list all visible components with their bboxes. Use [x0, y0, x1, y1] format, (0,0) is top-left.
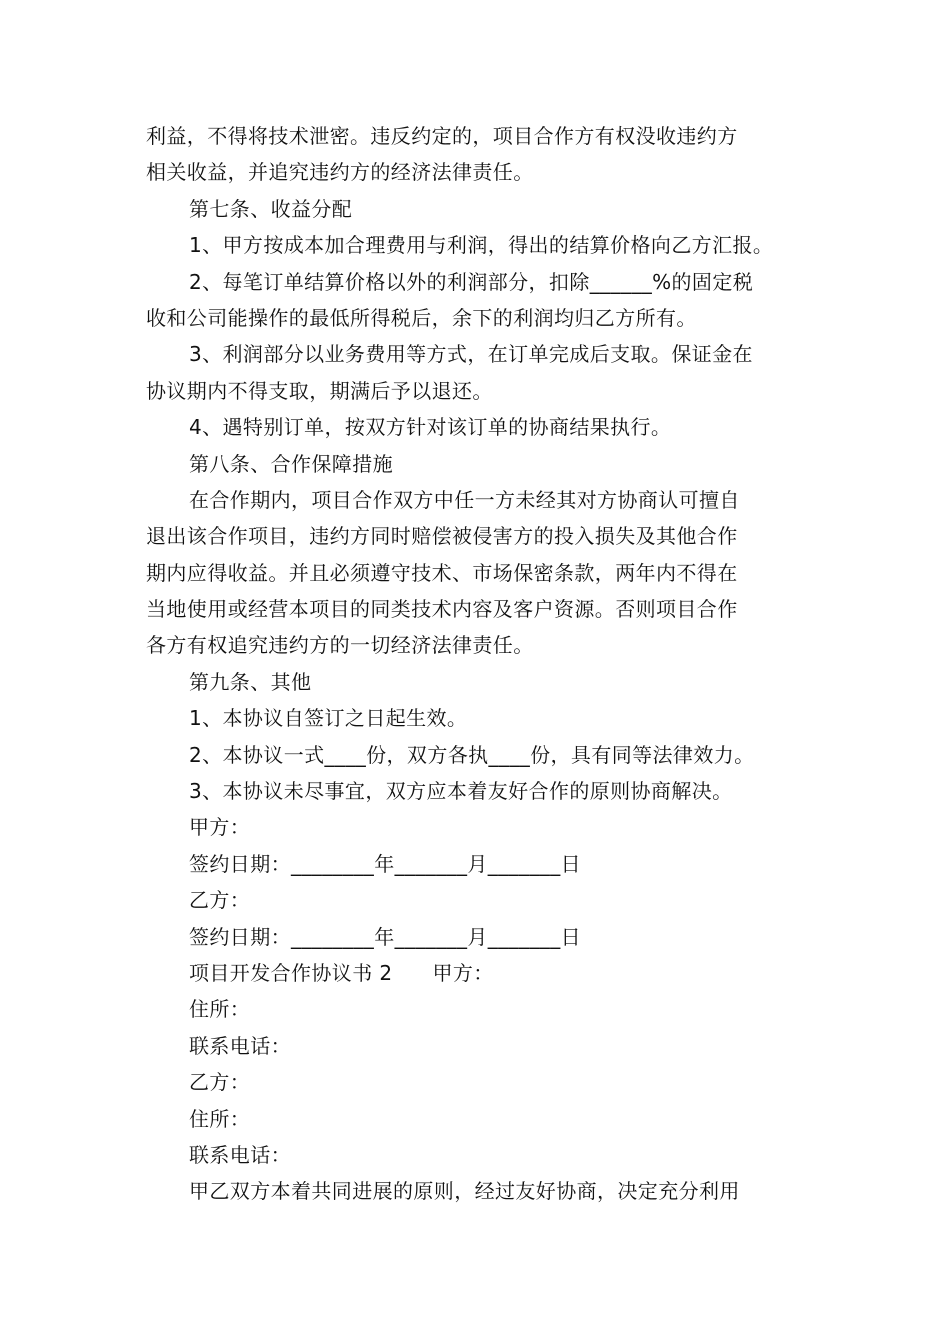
clause-line: 2、每笔订单结算价格以外的利润部分，扣除______%的固定税 [189, 269, 754, 294]
paragraph-line: 退出该合作项目，违约方同时赔偿被侵害方的投入损失及其他合作 [146, 524, 738, 549]
document-title-line [146, 955, 814, 991]
paragraph-line: 当地使用或经营本项目的同类技术内容及客户资源。否则项目合作 [146, 597, 738, 622]
phone-label: 联系电话： [189, 1033, 291, 1058]
clause-line: 2、本协议一式____份，双方各执____份，具有同等法律效力。 [189, 742, 755, 767]
address-label: 住所： [189, 1106, 251, 1131]
section-heading: 第八条、合作保障措施 [189, 451, 393, 476]
clause-line: 1、甲方按成本加合理费用与利润，得出的结算价格向乙方汇报。 [189, 233, 774, 258]
clause-line: 3、利润部分以业务费用等方式，在订单完成后支取。保证金在 [189, 342, 753, 367]
clause-line: 协议期内不得支取，期满后予以退还。 [146, 378, 493, 403]
party-b-label: 乙方： [189, 1070, 251, 1095]
clause-line: 3、本协议未尽事宜，双方应本着友好合作的原则协商解决。 [189, 779, 733, 804]
signing-date-line: 签约日期：________年_______月_______日 [189, 924, 581, 949]
paragraph-line: 在合作期内，项目合作双方中任一方未经其对方协商认可擅自 [189, 487, 740, 512]
section-heading: 第九条、其他 [189, 669, 312, 694]
clause-line: 收和公司能操作的最低所得税后，余下的利润均归乙方所有。 [146, 305, 697, 330]
document-title: 项目开发合作协议书 2 [189, 960, 393, 985]
phone-label: 联系电话： [189, 1142, 291, 1167]
clause-line: 4、遇特别订单，按双方针对该订单的协商结果执行。 [189, 415, 672, 440]
paragraph-line: 期内应得收益。并且必须遵守技术、市场保密条款，两年内不得在 [146, 560, 738, 585]
party-a-label: 甲方： [432, 960, 494, 985]
signing-date-line: 签约日期：________年_______月_______日 [189, 851, 581, 876]
address-label: 住所： [189, 997, 251, 1022]
section-heading: 第七条、收益分配 [189, 196, 353, 221]
document-body [146, 118, 814, 1210]
party-a-label: 甲方： [189, 815, 251, 840]
party-b-label: 乙方： [189, 888, 251, 913]
clause-line: 1、本协议自签订之日起生效。 [189, 706, 468, 731]
paragraph-line: 甲乙双方本着共同进展的原则，经过友好协商，决定充分利用 [189, 1179, 740, 1204]
paragraph-line: 相关收益，并追究违约方的经济法律责任。 [146, 160, 534, 185]
paragraph-line: 利益，不得将技术泄密。违反约定的，项目合作方有权没收违约方 [146, 124, 738, 148]
paragraph-line: 各方有权追究违约方的一切经济法律责任。 [146, 633, 534, 658]
